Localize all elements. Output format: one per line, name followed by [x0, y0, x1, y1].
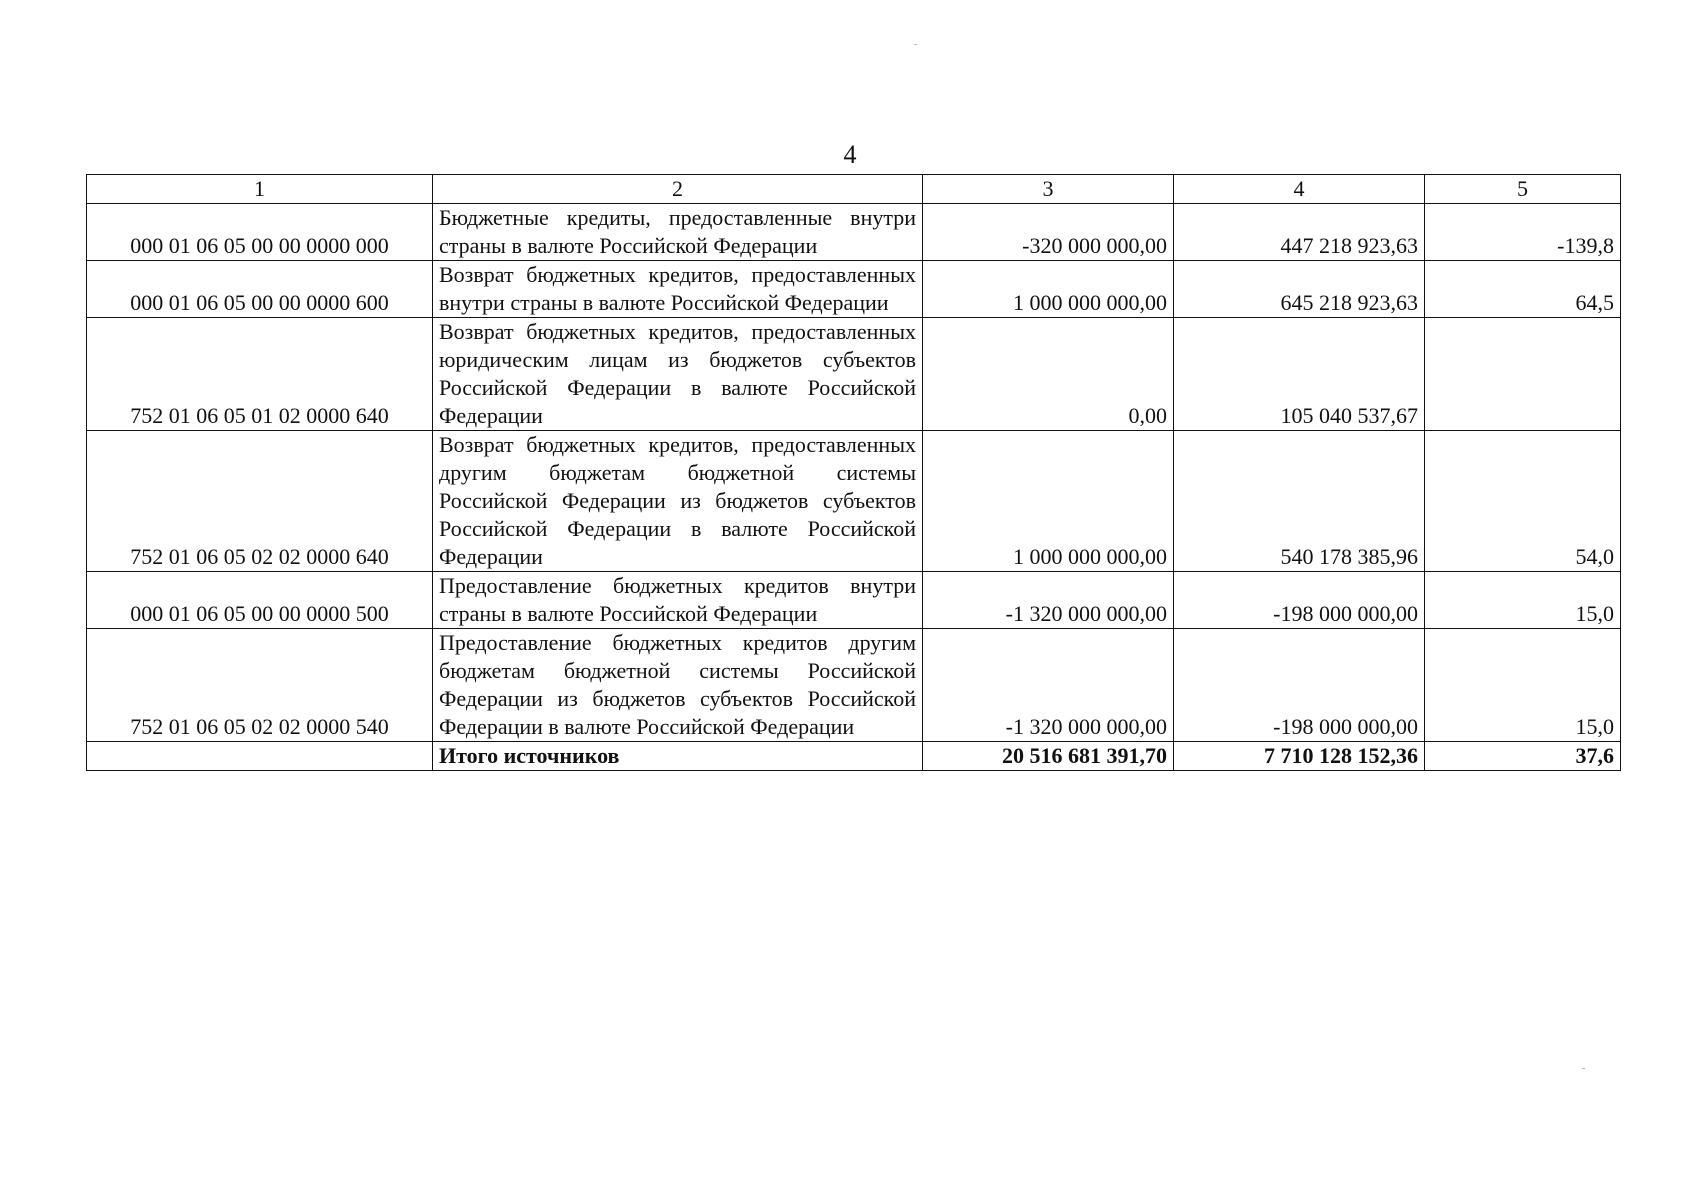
row-value-col3: 1 000 000 000,00 — [923, 431, 1174, 572]
row-value-col3: 1 000 000 000,00 — [923, 261, 1174, 318]
header-row — [87, 175, 1621, 204]
table-row — [87, 431, 1621, 572]
row-value-col4: -198 000 000,00 — [1174, 629, 1425, 742]
total-code — [87, 742, 433, 771]
row-value-col4: 645 218 923,63 — [1174, 261, 1425, 318]
row-value-col5: 54,0 — [1425, 431, 1621, 572]
table-row — [87, 204, 1621, 261]
total-value-col3: 20 516 681 391,70 — [923, 742, 1174, 771]
row-value-col3: -320 000 000,00 — [923, 204, 1174, 261]
row-code: 752 01 06 05 01 02 0000 640 — [87, 318, 433, 431]
row-value-col5: 15,0 — [1425, 572, 1621, 629]
table-row — [87, 572, 1621, 629]
total-label: Итого источников — [433, 742, 923, 771]
row-code: 000 01 06 05 00 00 0000 000 — [87, 204, 433, 261]
row-value-col4: 540 178 385,96 — [1174, 431, 1425, 572]
column-header-4: 4 — [1174, 175, 1425, 204]
row-value-col3: -1 320 000 000,00 — [923, 629, 1174, 742]
row-code: 000 01 06 05 00 00 0000 500 — [87, 572, 433, 629]
row-name: Возврат бюджетных кредитов, предоставленных юридическим лицам из бюджетов субъектов Российской Федерации в валюте Российской Федерации — [433, 318, 923, 431]
row-value-col4: 105 040 537,67 — [1174, 318, 1425, 431]
row-value-col5: 64,5 — [1425, 261, 1621, 318]
table-row — [87, 629, 1621, 742]
row-value-col3: 0,00 — [923, 318, 1174, 431]
row-code: 000 01 06 05 00 00 0000 600 — [87, 261, 433, 318]
column-header-1: 1 — [87, 175, 433, 204]
row-value-col4: -198 000 000,00 — [1174, 572, 1425, 629]
table-body — [87, 204, 1621, 771]
row-value-col4: 447 218 923,63 — [1174, 204, 1425, 261]
scan-speck — [1582, 1068, 1585, 1069]
row-value-col5 — [1425, 318, 1621, 431]
row-name: Возврат бюджетных кредитов, предоставленных другим бюджетам бюджетной системы Российской Федерации из бюджетов субъектов Российской Федерации в валюте Российской Федерации — [433, 431, 923, 572]
total-row — [87, 742, 1621, 771]
row-name: Бюджетные кредиты, предоставленные внутри страны в валюте Российской Федерации — [433, 204, 923, 261]
row-name: Предоставление бюджетных кредитов внутри страны в валюте Российской Федерации — [433, 572, 923, 629]
total-value-col5: 37,6 — [1425, 742, 1621, 771]
row-value-col5: -139,8 — [1425, 204, 1621, 261]
table-header — [87, 175, 1621, 204]
row-code: 752 01 06 05 02 02 0000 540 — [87, 629, 433, 742]
row-code: 752 01 06 05 02 02 0000 640 — [87, 431, 433, 572]
column-header-3: 3 — [923, 175, 1174, 204]
row-name: Предоставление бюджетных кредитов другим бюджетам бюджетной системы Российской Федерации из бюджетов субъектов Российской Федерации в валюте Российской Федерации — [433, 629, 923, 742]
row-value-col3: -1 320 000 000,00 — [923, 572, 1174, 629]
page-number: 4 — [843, 140, 857, 169]
column-header-2: 2 — [433, 175, 923, 204]
row-value-col5: 15,0 — [1425, 629, 1621, 742]
scan-speck — [914, 44, 917, 45]
table-row — [87, 318, 1621, 431]
sources-table — [86, 174, 1621, 771]
row-name: Возврат бюджетных кредитов, предоставленных внутри страны в валюте Российской Федерации — [433, 261, 923, 318]
total-value-col4: 7 710 128 152,36 — [1174, 742, 1425, 771]
column-header-5: 5 — [1425, 175, 1621, 204]
table-row — [87, 261, 1621, 318]
